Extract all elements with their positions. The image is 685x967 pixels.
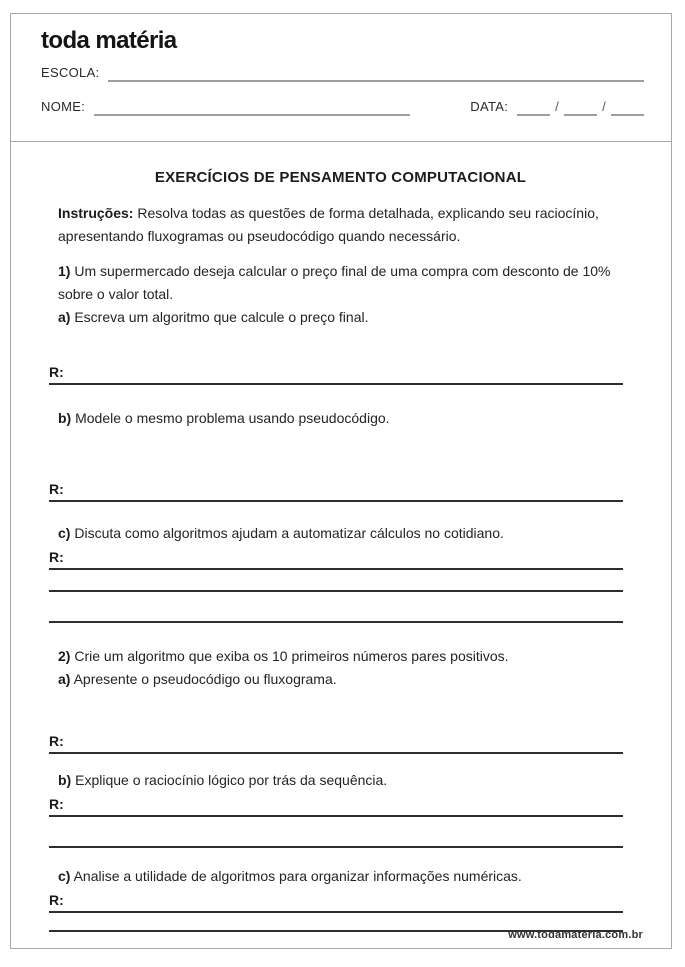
date-label: DATA: xyxy=(470,99,509,114)
answer-field-1b xyxy=(49,479,623,502)
question-1-text: 1) Um supermercado deseja calcular o preço final de uma compra com desconto de 10% sobre o valor total. xyxy=(58,263,611,302)
date-slash: / xyxy=(555,99,560,114)
answer-label: R: xyxy=(49,796,64,812)
question-2-item-b: b) Explique o raciocínio lógico por trás da sequência. xyxy=(58,772,388,788)
school-blank-line xyxy=(108,64,644,82)
instructions-text: Resolva todas as questões de forma detalhada, explicando seu raciocínio, apresentando fluxogramas ou pseudocódigo quando necessário. xyxy=(58,205,599,244)
answer-field-2c xyxy=(49,890,623,913)
item-letter: b) xyxy=(58,772,72,788)
brand-logo: toda matéria xyxy=(41,27,177,54)
sheet-header xyxy=(11,14,671,141)
answer-extra-line xyxy=(49,570,623,592)
answer-label: R: xyxy=(49,892,64,908)
answer-field-2b xyxy=(49,794,623,817)
item-letter: c) xyxy=(58,868,71,884)
instructions xyxy=(58,202,623,248)
question-1-item-a: a) Escreva um algoritmo que calcule o preço final. xyxy=(58,309,369,325)
date-day-blank-line xyxy=(517,98,550,116)
answer-extra-line xyxy=(49,592,623,623)
question-1-number: 1) xyxy=(58,263,71,279)
answer-label: R: xyxy=(49,364,64,380)
school-row xyxy=(41,64,644,82)
question-2-item-c: c) Analise a utilidade de algoritmos para organizar informações numéricas. xyxy=(58,868,522,884)
answer-extra-line xyxy=(49,817,623,848)
school-label: ESCOLA: xyxy=(41,65,100,80)
item-letter: c) xyxy=(58,525,71,541)
answer-field-1c xyxy=(49,547,623,570)
answer-label: R: xyxy=(49,549,64,565)
footer-website: www.todamateria.com.br xyxy=(508,929,643,941)
name-blank-line xyxy=(94,98,410,116)
item-letter: b) xyxy=(58,410,72,426)
question-2-item-a: a) Apresente o pseudocódigo ou fluxograma. xyxy=(58,671,337,687)
worksheet-content xyxy=(11,142,671,932)
date-slash: / xyxy=(602,99,606,114)
answer-field-2a xyxy=(49,731,623,754)
question-1-item-b: b) Modele o mesmo problema usando pseudocódigo. xyxy=(58,410,390,426)
question-2-text: 2) Crie um algoritmo que exiba os 10 primeiros números pares positivos. xyxy=(58,648,509,664)
answer-label: R: xyxy=(49,733,64,749)
date-year-blank-line xyxy=(611,98,644,116)
sheet-border xyxy=(10,13,672,949)
question-1-item-c: c) Discuta como algoritmos ajudam a automatizar cálculos no cotidiano. xyxy=(58,525,504,541)
item-letter: a) xyxy=(58,671,71,687)
date-month-blank-line xyxy=(564,98,597,116)
answer-field-1a xyxy=(49,362,623,385)
instructions-label: Instruções: xyxy=(58,205,134,221)
worksheet-title: EXERCÍCIOS DE PENSAMENTO COMPUTACIONAL xyxy=(154,169,527,186)
answer-label: R: xyxy=(49,481,64,497)
name-row xyxy=(41,98,644,116)
question-2-number: 2) xyxy=(58,648,71,664)
item-letter: a) xyxy=(58,309,71,325)
name-label: NOME: xyxy=(41,99,86,114)
